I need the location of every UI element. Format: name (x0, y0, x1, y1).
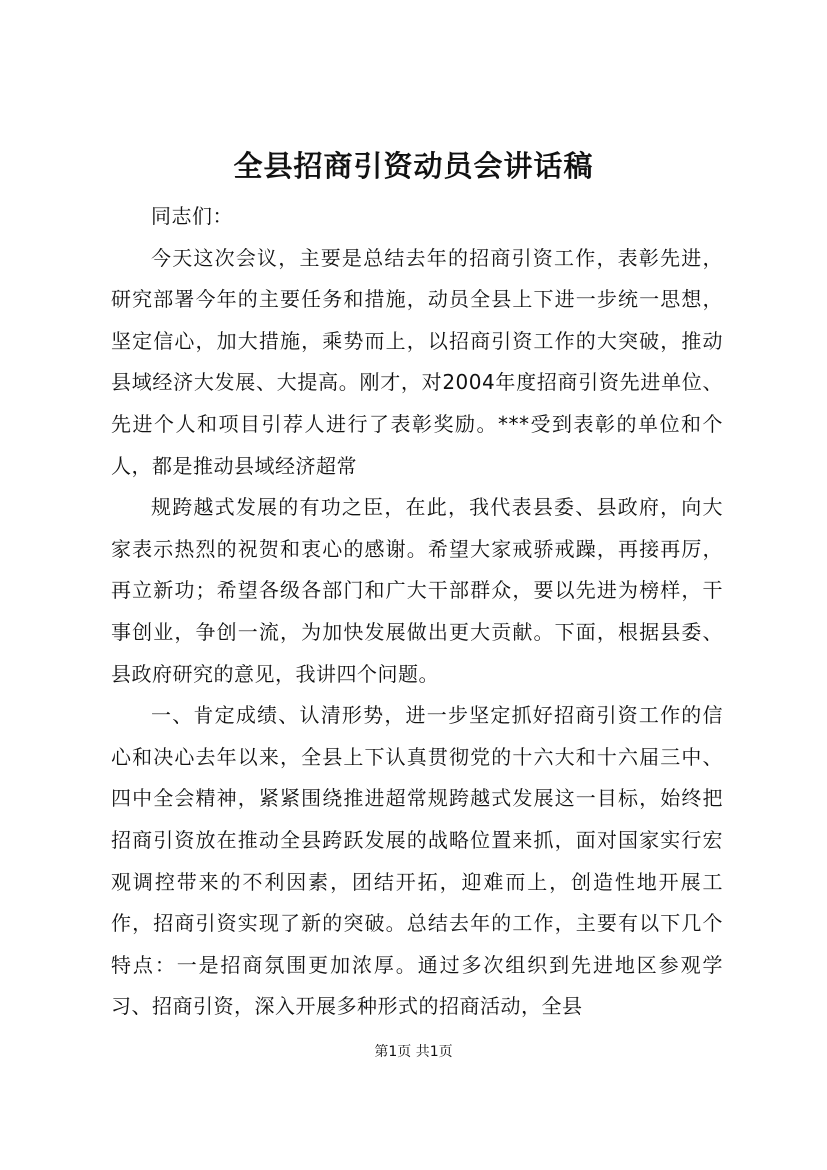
paragraph-section-one: 一、肯定成绩、认清形势，进一步坚定抓好招商引资工作的信心和决心去年以来，全县上下认真贯彻党的十六大和十六届三中、四中全会精神，紧紧围绕推进超常规跨越式发展这一目标，始终把招商引资放在推动全县跨跃发展的战略位置来抓，面对国家实行宏观调控带来的不利因素，团结开拓，迎难而上，创造性地开展工作，招商引资实现了新的突破。总结去年的工作，主要有以下几个特点：一是招商氛围更加浓厚。通过多次组织到先进地区参观学习、招商引资，深入开展多种形式的招商活动，全县 (111, 703, 723, 1019)
paragraph-salutation: 同志们： (151, 204, 233, 228)
page-footer: 第1页 共1页 (374, 1044, 453, 1060)
document-body (111, 196, 723, 1028)
paragraph-opening: 今天这次会议，主要是总结去年的招商引资工作，表彰先进，研究部署今年的主要任务和措施，动员全县上下进一步统一思想，坚定信心，加大措施，乘势而上，以招商引资工作的大突破，推动县域经济大发展、大提高。刚才，对2004年度招商引资先进单位、先进个人和项目引荐人进行了表彰奖励。***受到表彰的单位和个人，都是推动县域经济超常 (111, 245, 723, 478)
paragraph-thanks: 规跨越式发展的有功之臣，在此，我代表县委、县政府，向大家表示热烈的祝贺和衷心的感谢。希望大家戒骄戒躁，再接再厉，再立新功；希望各级各部门和广大干部群众，要以先进为榜样，干事创业，争创一流，为加快发展做出更大贡献。下面，根据县委、县政府研究的意见，我讲四个问题。 (111, 495, 723, 686)
document-title: 全县招商引资动员会讲话稿 (233, 149, 594, 183)
